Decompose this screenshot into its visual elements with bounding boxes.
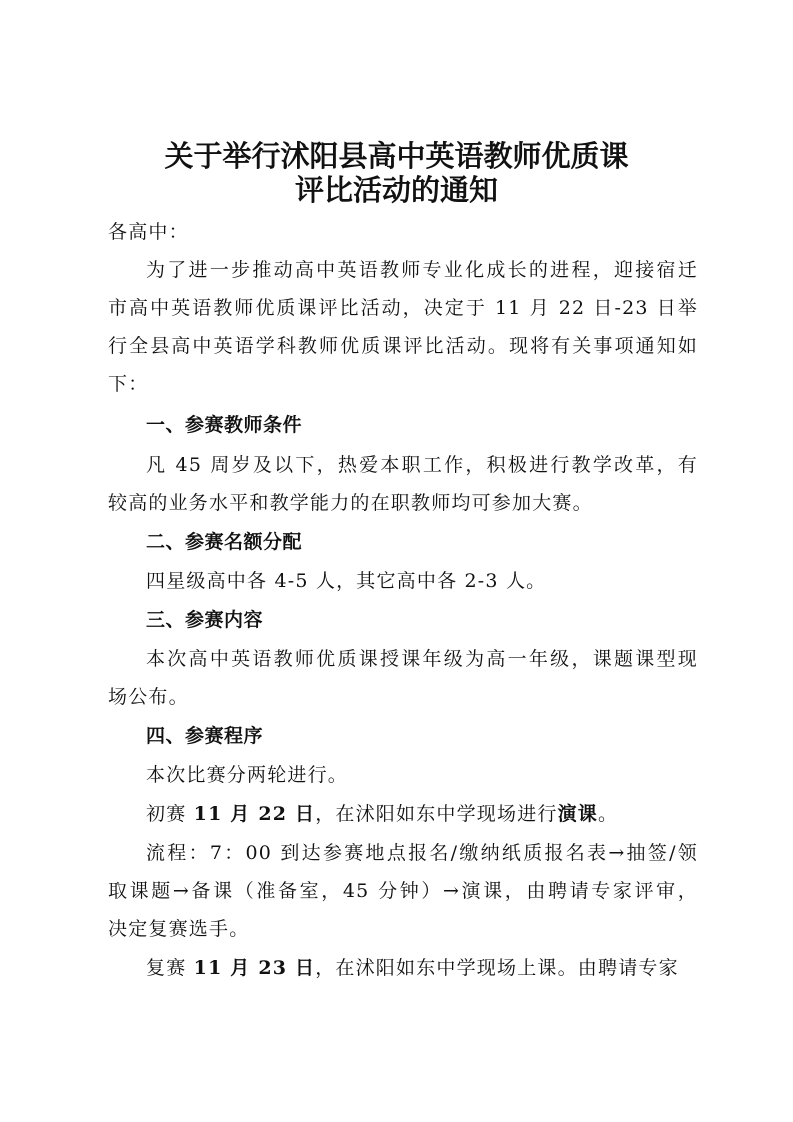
intro-line-1: 为了进一步推动高中英语教师专业化成长的进程，迎接宿迁 <box>146 259 698 281</box>
process-line-2: 取课题→备课（准备室，45 分钟）→演课，由聘请专家评审， <box>108 880 698 902</box>
round-1-date: 11 月 22 日 <box>193 803 316 825</box>
section-3-line-1: 本次高中英语教师优质课授课年级为高一年级，课题课型现 <box>146 648 698 670</box>
round-2-line <box>146 956 698 980</box>
salutation: 各高中： <box>108 221 189 243</box>
round-2-date: 11 月 23 日 <box>193 957 316 979</box>
round-1-line <box>146 802 698 826</box>
section-1-line-2: 较高的业务水平和教学能力的在职教师均可参加大赛。 <box>108 492 593 514</box>
section-1-line-1: 凡 45 周岁及以下，热爱本职工作，积极进行教学改革，有 <box>146 454 698 476</box>
round-2-text: ，在沭阳如东中学现场上课。由聘请专家 <box>315 957 679 979</box>
section-3-line-2: 场公布。 <box>108 686 189 708</box>
round-1-label: 初赛 <box>146 803 187 825</box>
process-line-1: 流程：7：00 到达参赛地点报名/缴纳纸质报名表→抽签/领 <box>146 842 698 864</box>
document-title-line-1: 关于举行沭阳县高中英语教师优质课 <box>164 139 629 173</box>
process-line-3: 决定复赛选手。 <box>108 918 250 940</box>
round-2-label: 复赛 <box>146 957 187 979</box>
round-1-emphasis: 演课 <box>557 803 598 825</box>
round-1-text: ，在沭阳如东中学现场进行 <box>315 803 558 825</box>
round-1-end: 。 <box>598 803 619 825</box>
section-2-line-1: 四星级高中各 4-5 人，其它高中各 2-3 人。 <box>146 570 547 592</box>
section-4-heading: 四、参赛程序 <box>146 725 264 747</box>
section-4-overview: 本次比赛分两轮进行。 <box>146 764 349 786</box>
intro-line-2: 市高中英语教师优质课评比活动，决定于 11 月 22 日-23 日举 <box>108 297 698 319</box>
section-1-heading: 一、参赛教师条件 <box>146 414 303 436</box>
section-2-heading: 二、参赛名额分配 <box>146 531 303 553</box>
intro-line-4: 下： <box>108 373 149 395</box>
document-title-line-2: 评比活动的通知 <box>294 173 498 207</box>
intro-line-3: 行全县高中英语学科教师优质课评比活动。现将有关事项通知如 <box>108 335 698 357</box>
section-3-heading: 三、参赛内容 <box>146 609 264 631</box>
